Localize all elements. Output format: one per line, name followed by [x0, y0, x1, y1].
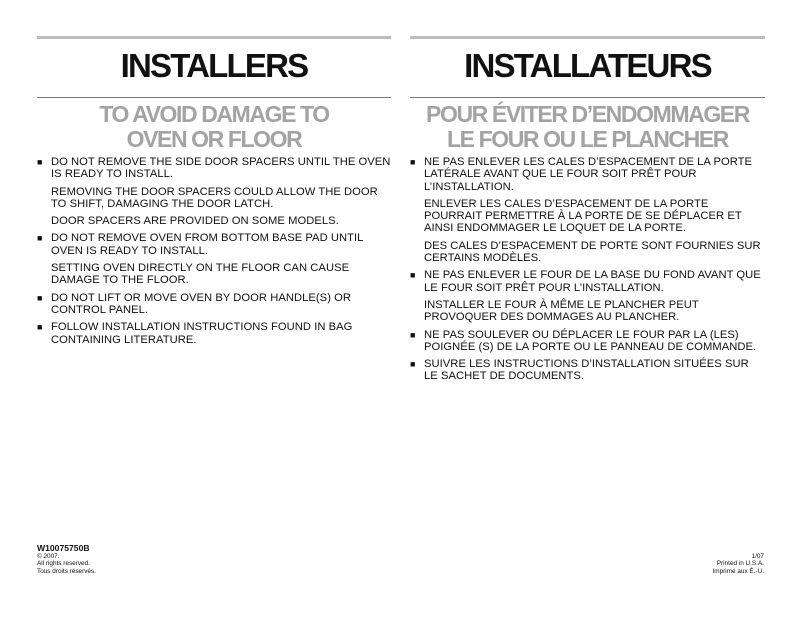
item-subtext: ENLEVER LES CALES D’ESPACEMENT DE LA PORTE POURRAIT PERMETTRE À LA PORTE DE SE DÉPLACER ET AINSI ENDOMMAGER LE LOQUET DE LA PORTE.: [424, 197, 742, 235]
copyright: © 2007.: [37, 553, 60, 560]
subtitle-line: OVEN OR FLOOR: [126, 126, 302, 152]
printed-fr: Imprimé aux É.-U.: [712, 567, 764, 575]
item-subtext: REMOVING THE DOOR SPACERS COULD ALLOW THE DOOR TO SHIFT, DAMAGING THE DOOR LATCH.: [51, 185, 378, 210]
square-bullet-icon: ■: [410, 329, 416, 340]
square-bullet-icon: ■: [37, 233, 43, 244]
square-bullet-icon: ■: [410, 270, 416, 281]
item-text: DO NOT LIFT OR MOVE OVEN BY DOOR HANDLE(S) OR CONTROL PANEL.: [51, 291, 352, 316]
list-item: [37, 292, 391, 317]
item-text: NE PAS ENLEVER LES CALES D’ESPACEMENT DE LA PORTE LATÉRALE AVANT QUE LE FOUR SOIT PRÊT POUR L’INSTALLATION.: [424, 156, 753, 193]
french-column: [410, 36, 765, 388]
title-rule: [37, 97, 391, 98]
item-subtext: SETTING OVEN DIRECTLY ON THE FLOOR CAN CAUSE DAMAGE TO THE FLOOR.: [51, 262, 350, 287]
item-text: NE PAS SOULEVER OU DÉPLACER LE FOUR PAR LA (LES) POIGNÉE (S) DE LA PORTE OU LE PANNEAU DE COMMANDE.: [424, 328, 757, 353]
page-title: INSTALLERS: [120, 47, 308, 84]
list-item: [37, 232, 391, 286]
rights-en: All rights reserved.: [37, 560, 90, 568]
print-date: 1/07: [751, 553, 764, 560]
part-number: W10075750B: [37, 543, 90, 553]
item-text: SUIVRE LES INSTRUCTIONS D’INSTALLATION SITUÉES SUR LE SACHET DE DOCUMENTS.: [424, 358, 749, 383]
list-item: [410, 156, 765, 264]
square-bullet-icon: ■: [37, 292, 43, 303]
square-bullet-icon: ■: [37, 157, 43, 167]
list-item: [410, 358, 765, 383]
rights-fr: Tous droits réservés.: [37, 567, 96, 575]
warning-subtitle: [37, 102, 391, 152]
item-subtext: DES CALES D’ESPACEMENT DE PORTE SONT FOURNIES SUR CERTAINS MODÈLES.: [424, 239, 761, 265]
top-rule: [37, 36, 391, 39]
list-item: [410, 329, 765, 354]
subtitle-line: POUR ÉVITER D’ENDOMMAGER: [426, 101, 749, 127]
list-item: [37, 321, 391, 346]
footer-left: [37, 543, 96, 575]
list-item: [37, 156, 391, 227]
printed-en: Printed in U.S.A.: [716, 560, 764, 568]
square-bullet-icon: ■: [37, 322, 43, 333]
instructions-list: [37, 156, 391, 346]
instructions-list-fr: [410, 156, 765, 383]
list-item: [410, 269, 765, 323]
item-text: DO NOT REMOVE OVEN FROM BOTTOM BASE PAD UNTIL OVEN IS READY TO INSTALL.: [51, 232, 364, 257]
item-text: NE PAS ENLEVER LE FOUR DE LA BASE DU FOND AVANT QUE LE FOUR SOIT PRÊT POUR L’INSTALLATION.: [424, 269, 761, 294]
page-title-fr: INSTALLATEURS: [464, 47, 711, 84]
square-bullet-icon: ■: [410, 157, 416, 167]
warning-subtitle-fr: [410, 102, 765, 152]
english-column: [37, 36, 391, 351]
top-rule: [410, 36, 765, 39]
title-rule: [410, 97, 765, 98]
subtitle-line: TO AVOID DAMAGE TO: [99, 101, 329, 127]
square-bullet-icon: ■: [410, 359, 416, 370]
item-subtext: DOOR SPACERS ARE PROVIDED ON SOME MODELS.: [51, 215, 339, 228]
footer-right: [680, 543, 764, 575]
item-text: DO NOT REMOVE THE SIDE DOOR SPACERS UNTIL THE OVEN IS READY TO INSTALL.: [51, 156, 391, 181]
item-subtext: INSTALLER LE FOUR À MÊME LE PLANCHER PEUT PROVOQUER DES DOMMAGES AU PLANCHER.: [424, 298, 699, 324]
subtitle-line: LE FOUR OU LE PLANCHER: [447, 126, 728, 152]
item-text: FOLLOW INSTALLATION INSTRUCTIONS FOUND IN BAG CONTAINING LITERATURE.: [51, 321, 353, 346]
